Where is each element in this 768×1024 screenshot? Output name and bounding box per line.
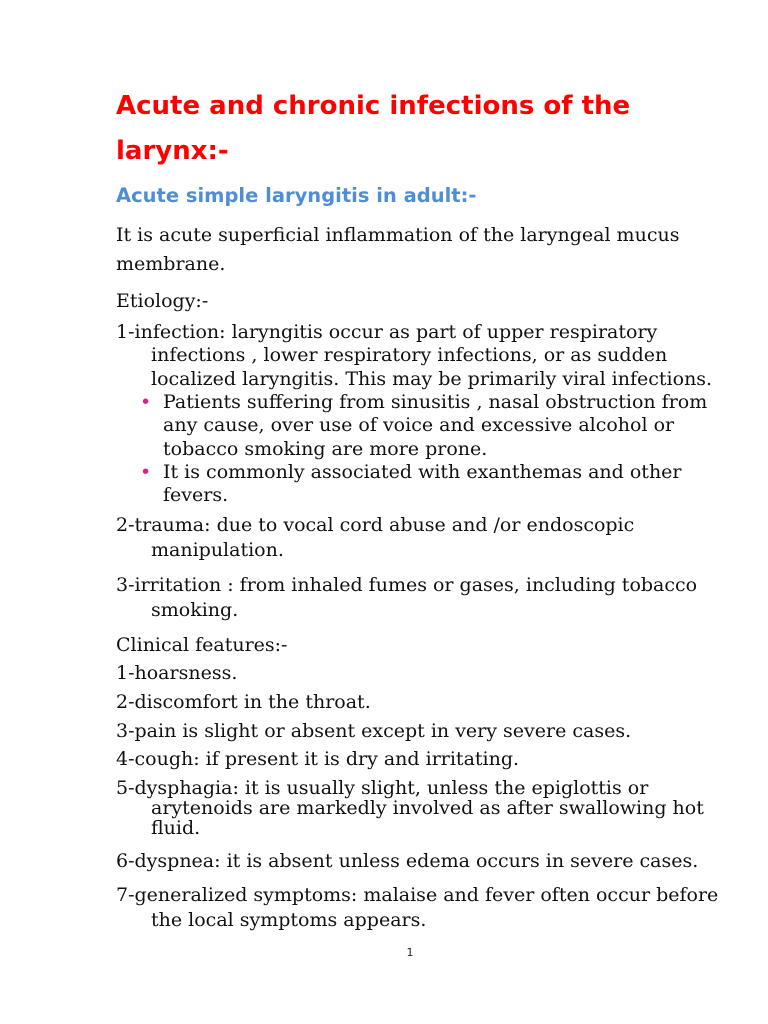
page-number: 1 <box>406 946 414 959</box>
bullet-icon: • <box>140 460 152 483</box>
clinical-item-1: 1-hoarsness. <box>116 662 238 684</box>
bullet-icon: • <box>140 391 152 413</box>
clinical-item-5: 5-dysphagia: it is usually slight, unless the epiglottis or arytenoids are markedly involved as after swallowing hot fluid. <box>116 777 704 839</box>
bullet-item <box>140 461 710 508</box>
etiology-heading: Etiology:- <box>116 290 209 312</box>
etiology-item-irritation: 3-irritation : from inhaled fumes or gases, including tobacco smoking. <box>116 574 698 621</box>
clinical-item-4: 4-cough: if present it is dry and irritating. <box>116 748 520 770</box>
clinical-item-6: 6-dyspnea: it is absent unless edema occurs in severe cases. <box>116 850 699 872</box>
clinical-heading: Clinical features:- <box>116 634 288 656</box>
clinical-item-2: 2-discomfort in the throat. <box>116 691 371 713</box>
bullet-item <box>140 391 710 461</box>
clinical-item-3: 3-pain is slight or absent except in very severe cases. <box>116 720 632 742</box>
section-subtitle: Acute simple laryngitis in adult:- <box>116 184 477 207</box>
etiology-item-trauma: 2-trauma: due to vocal cord abuse and /or endoscopic manipulation. <box>116 514 635 561</box>
document-title: Acute and chronic infections of the larynx:- <box>116 91 631 166</box>
bullet-text: Patients suffering from sinusitis , nasal obstruction from any cause, over use of voice and excessive alcohol or tobacco smoking are more prone. <box>163 391 708 460</box>
intro-paragraph: It is acute superficial inflammation of the laryngeal mucus membrane. <box>116 224 680 275</box>
etiology-bullet-list <box>140 391 710 507</box>
bullet-text: It is commonly associated with exanthemas and other fevers. <box>163 460 682 507</box>
etiology-item-infection: 1-infection: laryngitis occur as part of upper respiratory infections , lower respiratory infections, or as sudden localized laryngitis. This may be primarily viral infections. <box>116 321 713 390</box>
clinical-item-7: 7-generalized symptoms: malaise and fever often occur before the local symptoms appears. <box>116 884 719 931</box>
